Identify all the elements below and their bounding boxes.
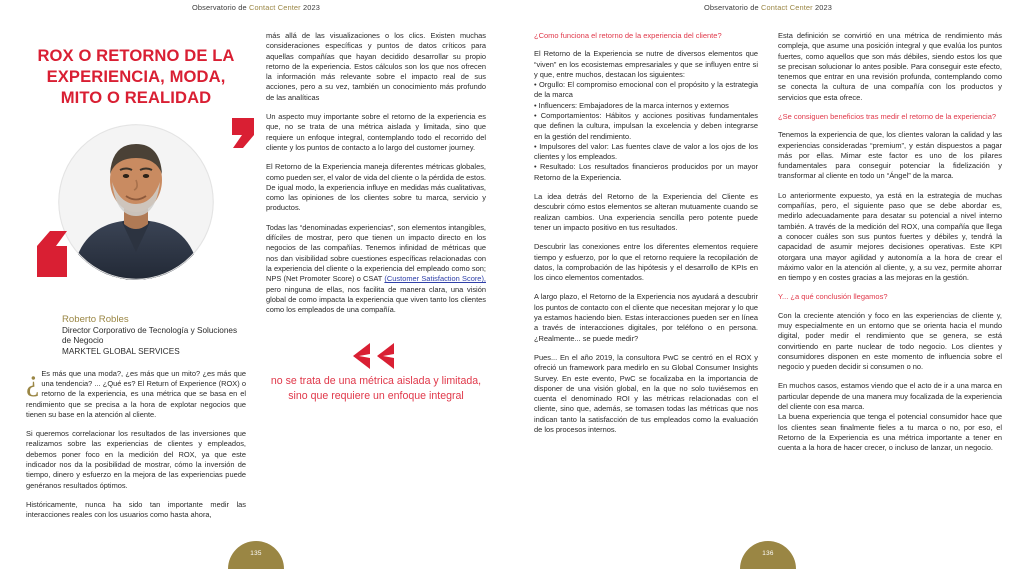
pull-quote-text: no se trata de una métrica aislada y limitada, sino que requiere un enfoque integral [270,375,482,403]
author-byline [62,314,246,358]
running-head [512,3,1024,12]
page-number-right: 136 [740,541,796,569]
paragraph: Es más que una moda?, ¿es más que un mito? ¿es más que una tendencia? ... ¿Qué es? El Return of Experience (ROX) o retorno de la experiencia, es una métrica que se basa en el rendimiento que se precisa a la hora de explotar negocios que tienen su base en la atención al cliente. [26,368,246,419]
list-item: • Comportamientos: Hábitos y acciones positivas fundamentales que definen la cultura, impulsan la excelencia y deben integrarse en la gestión del rendimiento. [534,110,758,141]
paragraph: Si queremos correlacionar los resultados de las inversiones que realizamos sobre las experiencias de clientes y empleados, debemos poner foco en la medición del ROX, ya que este indicador nos da la posibilidad de mostrar, cómo la inversión de tiempo, dinero y esfuerzo en la mejora de las experiencias puede genéranos resultados óptimos. [26,429,246,490]
paragraph: El Retorno de la Experiencia maneja diferentes métricas globales, como pueden ser, el valor de vida del cliente o la pérdida de estos. De igual modo, la experiencia influye en medidas más cualitativas, como las opiniones de los clientes sobre tu marca, servicio y productos. [266,162,486,213]
list-item: • Resultado: Los resultados financieros producidos por un mayor Retorno de la Experiencia. [534,162,758,182]
paragraph: Lo anteriormente expuesto, ya está en la estrategia de muchas compañías, pero, el siguiente paso que se debe abordar es, medirlo adecuadamente para desatar su potencial a nivel interno también. A través de la medición del ROX, una compañía que llega a conocer cuáles son sus puntos fuertes y débiles y, tendrá la capacidad de asumir mejores decisiones operativas. Este KPI otorgara una mayor agilidad y autonomía a la hora de crear el máximo valor en la atención al cliente, y, a su vez, permite ahorrar en tiempo y en costes gracias a las mejoras en la gestión. [778,190,1002,283]
paragraph: Tenemos la experiencia de que, los clientes valoran la calidad y las experiencias consideradas “premium”, y están dispuestos a pagar más por ellas. Mimar este factor es uno de los pilares fundamentales para conseguir potenciar la fidelización y transformar al cliente en todo un “Ángel” de la marca. [778,130,1002,181]
paragraph: Esta definición se convirtió en una métrica de rendimiento más compleja, que asume una posición integral y que evalúa los puntos fuertes, como aquellos que son más débiles, siendo estos los que se precisan solucionar lo antes posible. Para conseguir este efecto, tenemos que entrar en una revisión profunda, contemplando como se conecta la cultura de una compañía con los productos y servicios que esta ofrece. [778,31,1002,102]
paragraph-text-after-link: pero ninguna de ellas, nos facilita de manera clara, una visión global de como impacta la experiencia que viven tanto los clientes como los empleados de una compañía. [266,284,486,315]
list-item: • Orgullo: El compromiso emocional con el propósito y la estrategia de la marca [534,80,758,100]
rox-elements-list [534,80,758,183]
author-role: Director Corporativo de Tecnología y Soluciones de Negocio [62,326,238,346]
paragraph: más allá de las visualizaciones o los clics. Existen muchas consideraciones específicas y puntos de datos críticos para aquellas compañías que hayan decidido desarrollar su propio retorno de la experiencia. Estos cálculos son los que nos ofrecen la información más relevante sobre el impacto real de sus acciones, pero a su vez, también un conocimiento más profundo de las analíticas [266,31,486,102]
author-name: Roberto Robles [62,314,129,325]
section-heading: ¿Se consiguen beneficios tras medir el retorno de la experiencia? [778,112,997,122]
right-column-1 [534,31,758,536]
opening-paragraph-block [26,363,246,420]
paragraph: El Retorno de la Experiencia se nutre de diversos elementos que “viven” en los ecosistemas empresariales y que se influyen entre si y que, entre muchos, destacan los siguientes: [534,49,758,79]
csat-link[interactable]: (Customer Satisfaction Score), [384,274,486,284]
paragraph: Históricamente, nunca ha sido tan importante medir las interacciones reales con los usuarios como hasta ahora, [26,499,246,520]
page-number-left: 135 [228,541,284,569]
paragraph-text-before-link: Todas las “denominadas experiencias”, son elementos intangibles, difíciles de mostrar, pero que tienen un impacto directo en los negocios de las compañías. Tenemos infinidad de métricas que nos dan visibilidad sobre cuestiones específicas relacionadas con la experiencia del cliente o la experiencia del empleado como son; NPS (Net Promoter Score) o CSAT [266,222,486,284]
running-head-brand: Contact Center [760,3,813,12]
drop-cap: ¿ [26,363,40,397]
right-page-columns [512,31,1024,536]
paragraph: La idea detrás del Retorno de la Experiencia del Cliente es descubrir cómo estos elementos se alteran mutuamente cuando se realizan cambios. Una experiencia sencilla pero potente puede tener un impacto positivo en tus resultados. [534,192,758,232]
running-head-year: 2023 [812,3,833,12]
left-column-1 [26,31,246,536]
running-head-prefix: Observatorio de [703,3,761,12]
running-head [0,3,512,12]
paragraph: A largo plazo, el Retorno de la Experiencia nos ayudará a descubrir los puntos de contacto con el cliente que necesitan mejorar y lo que ya estamos haciendo bien. Estas interacciones pueden ser en línea a través de interacciones digitales, por teléfono o en persona. ¿Realmente... se puede medir? [534,292,758,343]
paragraph: La buena experiencia que tenga el potencial consumidor hace que los clientes sean finalmente fieles a tu marca o no, por eso, el Retorno de la Experiencia es una métrica importante a tener en cuenta a la hora de hacer crecer, o incluso de lanzar, un negocio. [778,412,1002,453]
paragraph: En muchos casos, estamos viendo que el acto de ir a una marca en particular depende de una manera muy focalizada de la experiencia del cliente con esa marca. [778,381,1002,412]
author-photo [58,124,214,280]
right-column-2 [778,31,1002,536]
paragraph: Con la creciente atención y foco en las experiencias de cliente y, muy especialmente en un entorno que se orienta hacia el mundo digital, poder medir el rendimiento que se genera, se está convirtiendo en parte nuclear de todo negocio. Los clientes y consumidores disponen en este momento de influencia sobre el negocio y pueden decidir si consumen o no. [778,310,1002,372]
paragraph-with-link [266,223,486,316]
running-head-brand: Contact Center [248,3,301,12]
list-item: • Impulsores del valor: Las fuentes clave de valor a los ojos de los clientes y los empleados. [534,141,758,162]
paragraph: Descubrir las conexiones entre los diferentes elementos requiere tiempo y esfuerzo, por lo que el retorno requiere la recopilación de datos, la comprobación de las hipótesis y el desarrollo de KPIs en los cinco elementos comentados. [534,242,758,283]
quote-mark-large-icon [353,343,399,369]
running-head-year: 2023 [300,3,321,12]
section-heading: Y... ¿a qué conclusión llegamos? [778,292,888,302]
page-title: ROX O RETORNO DE LA EXPERIENCIA, MODA, MITO O REALIDAD [37,46,235,107]
section-heading: ¿Como funciona el retorno de la experiencia del cliente? [534,31,722,40]
pull-quote-block [266,343,486,403]
paragraph: Un aspecto muy importante sobre el retorno de la experiencia es que, no se trata de una métrica aislada y limitada, sino que requiere un enfoque integral, contemplando todo el recorrido del cliente y los puntos de contacto a lo largo del customer journey. [266,112,486,152]
left-column-2 [266,31,486,536]
page-right [512,0,1024,569]
author-company: MARKTEL GLOBAL SERVICES [62,346,180,356]
left-page-columns [0,31,512,536]
list-item: • Influencers: Embajadores de la marca internos y externos [534,100,729,110]
running-head-prefix: Observatorio de [191,3,249,12]
author-portrait-block [29,124,243,310]
paragraph: Pues... En el año 2019, la consultora PwC se centró en el ROX y ofreció un framework para medirlo en su Global Consumer Insights Survey. En este evento, PwC se focalizaba en la importancia de disponer de una visión global, en la que no solo tuviésemos en cuenta el denominado ROI y las métricas relacionadas con el cliente, sino que, además, se tomasen todas las métricas que nos indican tanto la satisfacción de tus empleados como la evaluación de los procesos internos. [534,352,758,434]
